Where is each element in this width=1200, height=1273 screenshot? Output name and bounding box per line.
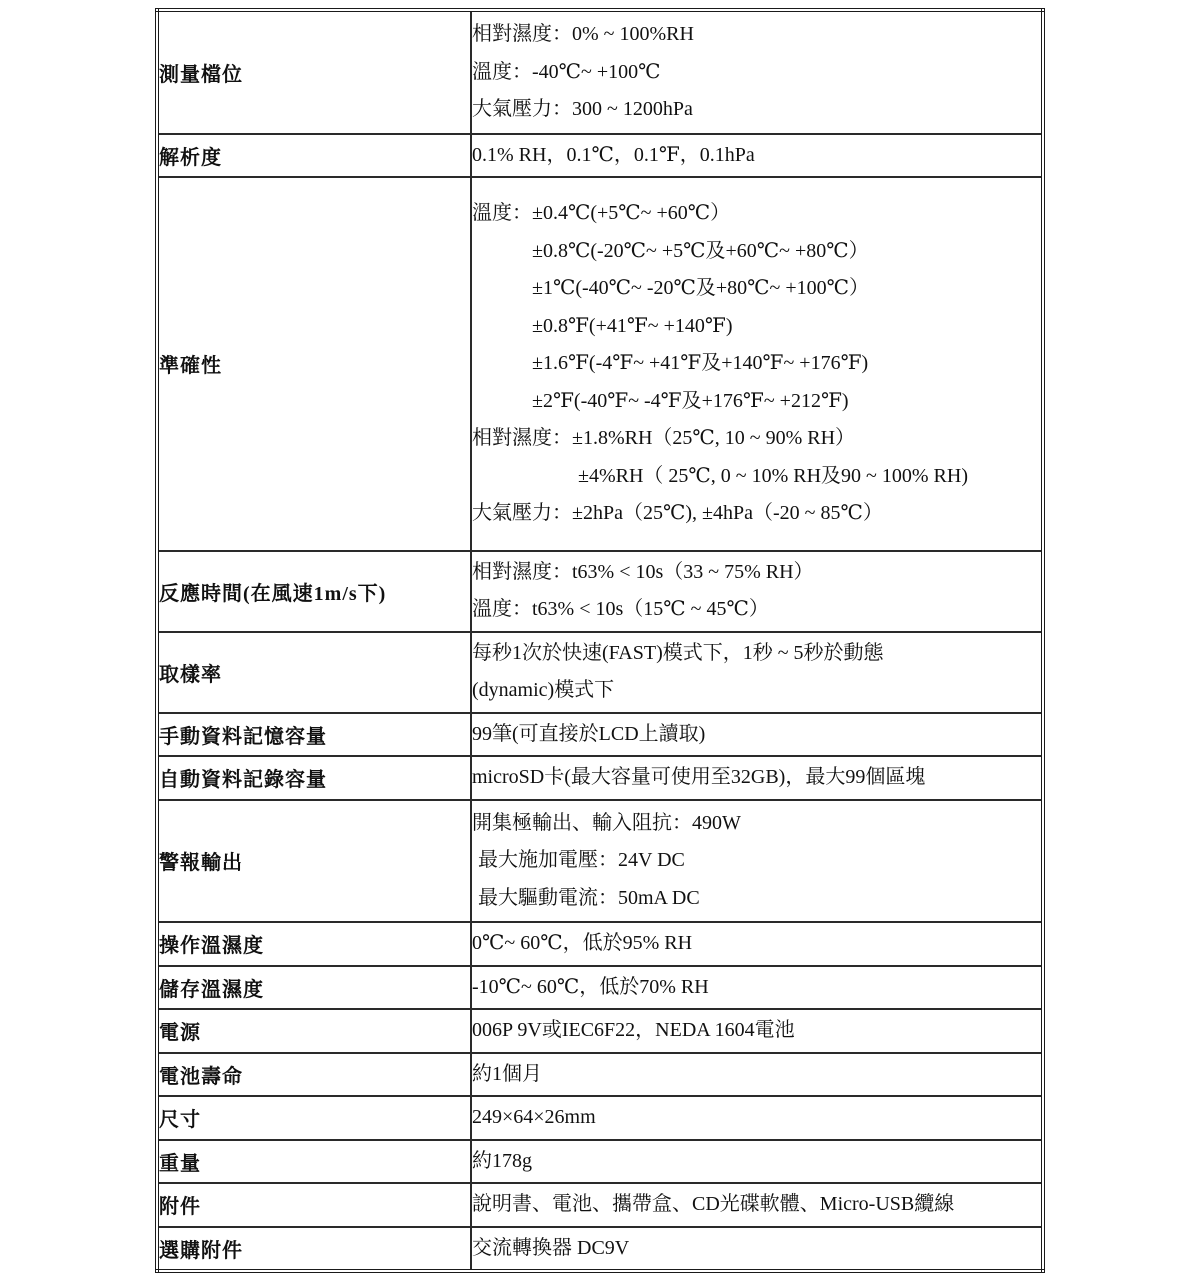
spec-value-line: 說明書、電池、攜帶盒、CD光碟軟體、Micro-USB纜線 xyxy=(472,1193,955,1215)
spec-value xyxy=(471,551,1043,632)
spec-value-line: 0.1% RH，0.1℃，0.1℉，0.1hPa xyxy=(472,143,755,166)
spec-value-line: 相對濕度：±1.8%RH（25℃, 10 ~ 90% RH） xyxy=(472,427,856,449)
spec-label: 附件 xyxy=(157,1183,471,1227)
spec-value xyxy=(471,800,1043,923)
spec-value-line: ±1.6℉(-4℉~ +41℉及+140℉~ +176℉) xyxy=(532,352,869,374)
table-row xyxy=(157,713,1043,757)
spec-value xyxy=(471,756,1043,800)
spec-label: 操作溫濕度 xyxy=(157,922,471,966)
table-row xyxy=(157,1183,1043,1227)
spec-value-line: ±2℉(-40℉~ -4℉及+176℉~ +212℉) xyxy=(532,389,849,412)
table-row xyxy=(157,966,1043,1010)
table-row xyxy=(157,551,1043,632)
spec-value-line: ±1℃(-40℃~ -20℃及+80℃~ +100℃） xyxy=(532,277,870,299)
spec-value-line: 大氣壓力：±2hPa（25℃), ±4hPa（-20 ~ 85℃） xyxy=(472,502,883,524)
spec-label: 電池壽命 xyxy=(157,1053,471,1097)
table-row xyxy=(157,1140,1043,1184)
spec-label: 自動資料記錄容量 xyxy=(157,756,471,800)
spec-value xyxy=(471,713,1043,757)
spec-value xyxy=(471,922,1043,966)
spec-label: 解析度 xyxy=(157,134,471,178)
spec-value xyxy=(471,10,1043,134)
spec-table xyxy=(155,8,1045,1273)
spec-value xyxy=(471,1096,1043,1140)
spec-value-line: 99筆(可直接於LCD上讀取) xyxy=(472,722,706,745)
spec-value-line: 0℃~ 60℃，低於95% RH xyxy=(472,932,693,954)
spec-value-line: 大氣壓力：300 ~ 1200hPa xyxy=(472,98,693,120)
spec-label: 反應時間(在風速1m/s下) xyxy=(157,551,471,632)
spec-value xyxy=(471,966,1043,1010)
spec-value-line: (dynamic)模式下 xyxy=(472,679,615,701)
spec-label: 取樣率 xyxy=(157,632,471,713)
spec-table-body xyxy=(157,10,1043,1271)
table-row xyxy=(157,922,1043,966)
spec-value xyxy=(471,1140,1043,1184)
spec-label: 儲存溫濕度 xyxy=(157,966,471,1010)
spec-label: 電源 xyxy=(157,1009,471,1053)
spec-value-line: ±0.8℃(-20℃~ +5℃及+60℃~ +80℃） xyxy=(532,239,869,262)
table-row xyxy=(157,177,1043,551)
spec-label: 測量檔位 xyxy=(157,10,471,134)
table-row xyxy=(157,10,1043,134)
spec-label: 手動資料記憶容量 xyxy=(157,713,471,757)
spec-value-line: 相對濕度：0% ~ 100%RH xyxy=(472,23,694,45)
spec-label: 選購附件 xyxy=(157,1227,471,1272)
spec-value-line: 每秒1次於快速(FAST)模式下，1秒 ~ 5秒於動態 xyxy=(472,641,884,664)
spec-value-line: 006P 9V或IEC6F22，NEDA 1604電池 xyxy=(472,1019,795,1041)
spec-label: 警報輸出 xyxy=(157,800,471,923)
spec-value-line: 最大施加電壓：24V DC xyxy=(478,849,685,871)
spec-value-line: ±0.8℉(+41℉~ +140℉) xyxy=(532,314,733,337)
spec-sheet xyxy=(155,8,1045,1273)
table-row xyxy=(157,1009,1043,1053)
spec-value xyxy=(471,632,1043,713)
spec-value-line: 249×64×26mm xyxy=(472,1106,596,1128)
spec-value-line: 溫度：t63% < 10s（15℃ ~ 45℃） xyxy=(472,598,769,620)
spec-value-line: microSD卡(最大容量可使用至32GB)，最大99個區塊 xyxy=(472,766,926,788)
spec-value xyxy=(471,1183,1043,1227)
table-row xyxy=(157,1053,1043,1097)
spec-value-line: 溫度：±0.4℃(+5℃~ +60℃） xyxy=(472,202,731,224)
spec-value xyxy=(471,1227,1043,1272)
spec-value-line: 交流轉換器 DC9V xyxy=(472,1236,630,1259)
table-row xyxy=(157,800,1043,923)
spec-value-line: 開集極輸出、輸入阻抗：490W xyxy=(472,811,741,834)
spec-label: 尺寸 xyxy=(157,1096,471,1140)
spec-value-line: 最大驅動電流：50mA DC xyxy=(478,886,700,909)
spec-value-line: 約178g xyxy=(472,1149,532,1172)
table-row xyxy=(157,134,1043,178)
spec-value xyxy=(471,1053,1043,1097)
spec-value-line: -10℃~ 60℃，低於70% RH xyxy=(472,975,709,998)
spec-label: 重量 xyxy=(157,1140,471,1184)
spec-label: 準確性 xyxy=(157,177,471,551)
spec-value xyxy=(471,1009,1043,1053)
table-row xyxy=(157,632,1043,713)
spec-value-line: ±4%RH（ 25℃, 0 ~ 10% RH及90 ~ 100% RH) xyxy=(578,464,968,487)
table-row xyxy=(157,1096,1043,1140)
spec-value xyxy=(471,134,1043,178)
spec-value-line: 相對濕度：t63% < 10s（33 ~ 75% RH） xyxy=(472,560,814,583)
table-row xyxy=(157,756,1043,800)
table-row xyxy=(157,1227,1043,1272)
spec-value-line: 約1個月 xyxy=(472,1062,542,1085)
spec-value xyxy=(471,177,1043,551)
spec-value-line: 溫度：-40℃~ +100℃ xyxy=(472,60,661,83)
